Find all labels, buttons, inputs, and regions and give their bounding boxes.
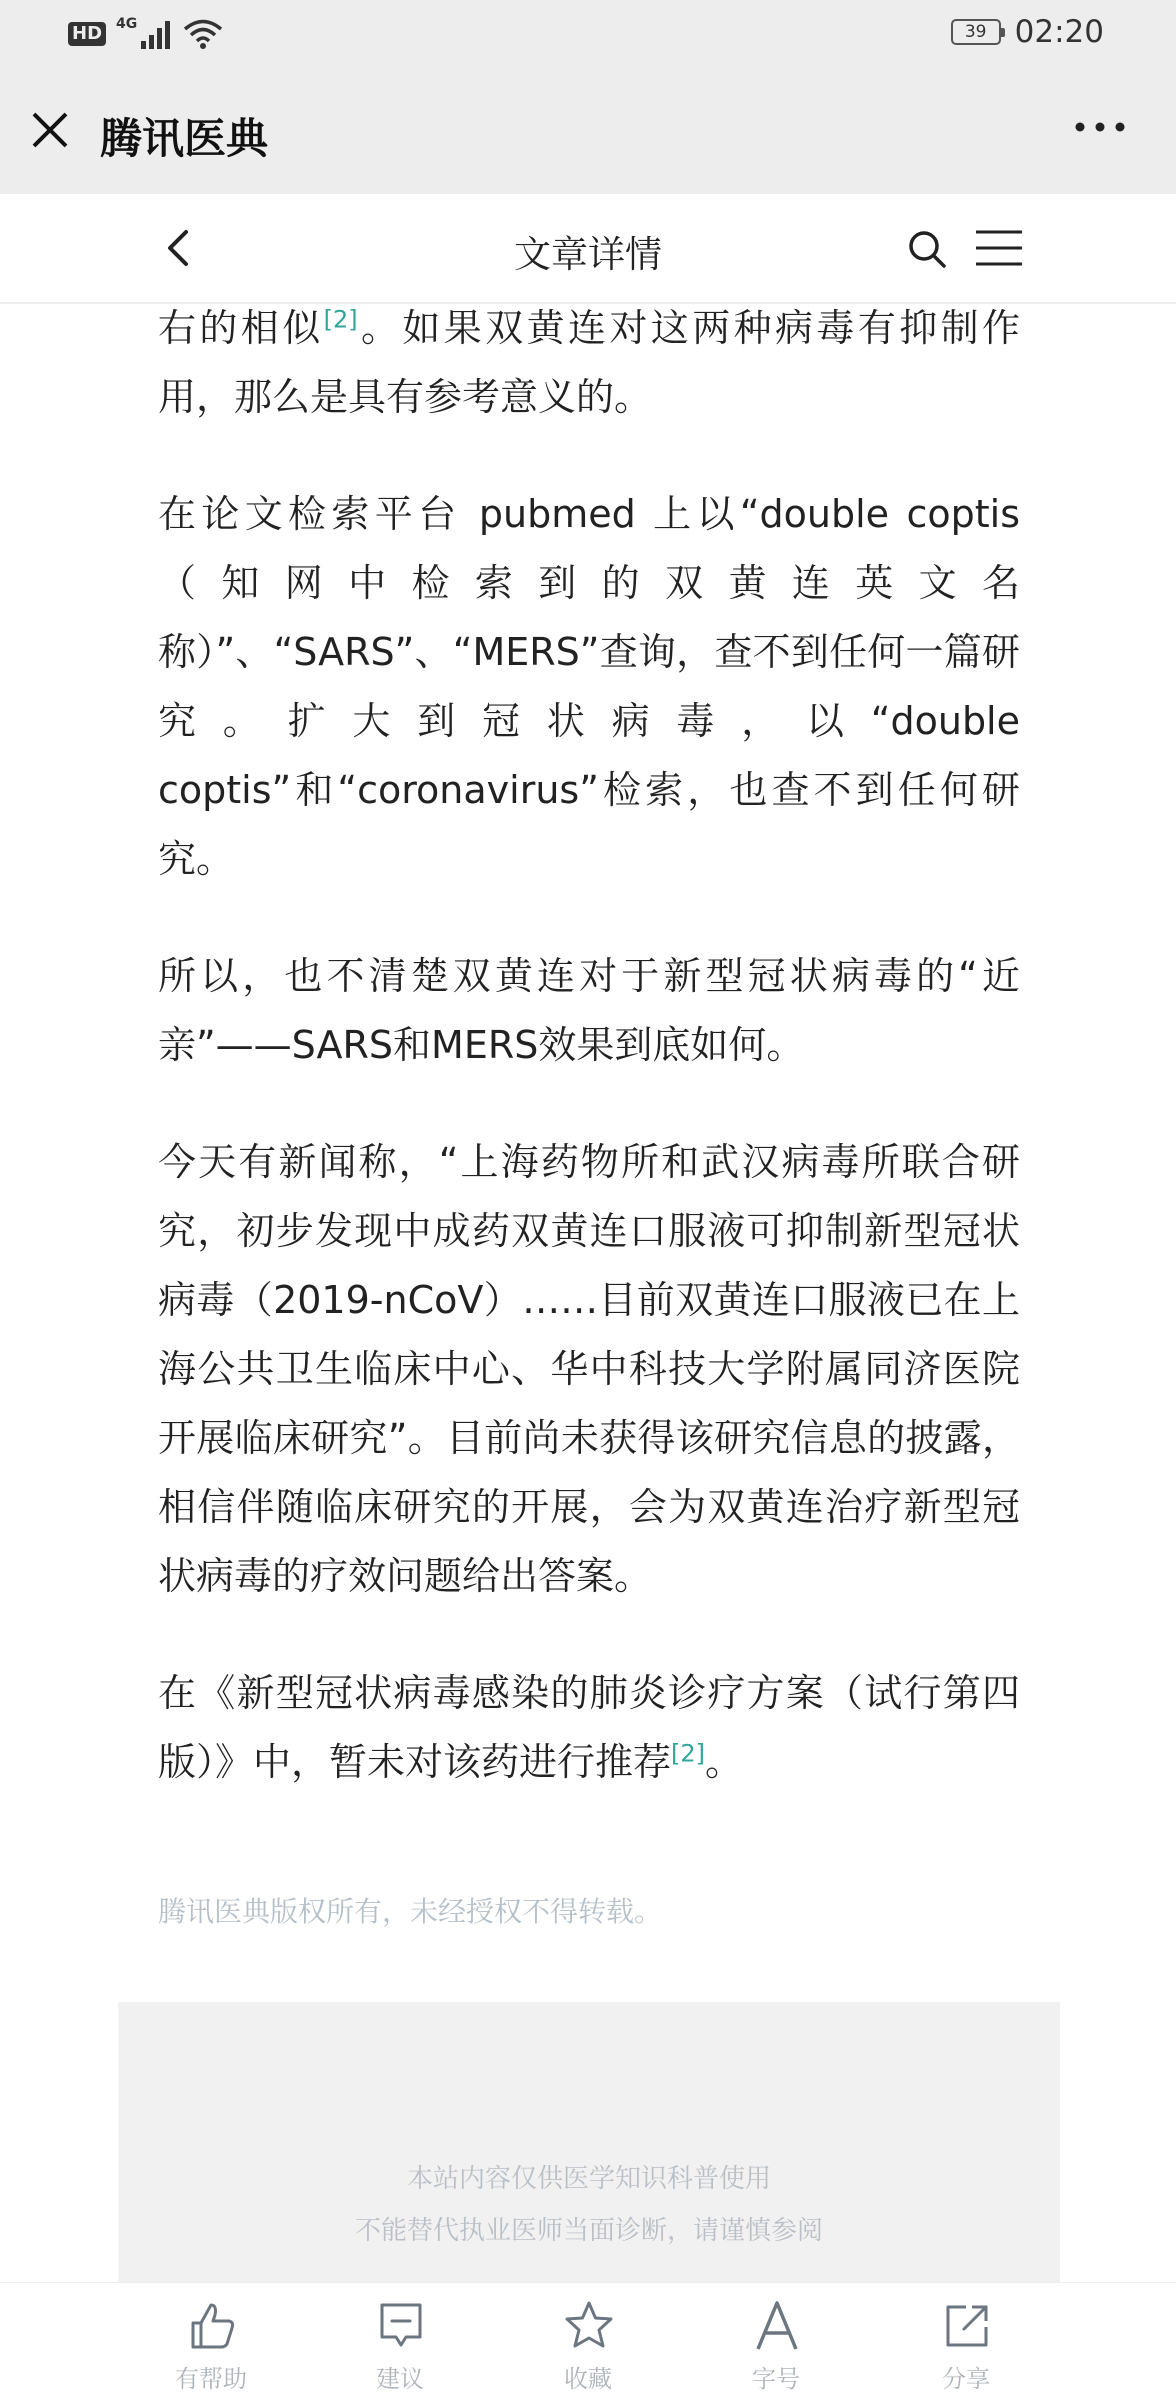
clock: 02:20 — [1014, 14, 1104, 50]
hd-badge: HD — [68, 22, 106, 46]
mini-program-header — [0, 72, 1176, 194]
article-paragraph-2: 在论文检索平台 pubmed 上以“double coptis（知网中检索到的双黄连英文名称）”、“SARS”、“MERS”查询，查不到任何一篇研究。扩大到冠状病毒，以“double coptis”和“coronavirus”检索，也查不到任何研究。 — [158, 492, 1020, 881]
paragraph-text: 在《新型冠状病毒感染的肺炎诊疗方案（试行第四版）》中，暂未对该药进行推荐 — [158, 1671, 1020, 1784]
article-paragraph-1 — [158, 294, 1020, 432]
disclaimer-box — [118, 2002, 1060, 2282]
article-paragraph-4: 今天有新闻称，“上海药物所和武汉病毒所联合研究，初步发现中成药双黄连口服液可抑制新型冠状病毒（2019-nCoV）……目前双黄连口服液已在上海公共卫生临床中心、华中科技大学附属同济医院开展临床研究”。目前尚未获得该研究信息的披露，相信伴随临床研究的开展，会为双黄连治疗新型冠状病毒的疗效问题给出答案。 — [158, 1140, 1020, 1598]
favorite-label: 收藏 — [564, 2365, 612, 2393]
favorite-button[interactable] — [508, 2283, 668, 2401]
article-body — [158, 294, 1020, 1845]
disclaimer-line-1: 本站内容仅供医学知识科普使用 — [406, 2164, 771, 2194]
font-size-button[interactable] — [696, 2283, 856, 2401]
font-size-label: 字号 — [752, 2365, 800, 2393]
feedback-icon — [374, 2299, 428, 2353]
mini-program-title: 腾讯医典 — [100, 114, 269, 163]
more-options-icon[interactable] — [1072, 112, 1128, 142]
font-size-icon — [750, 2299, 804, 2353]
wifi-icon — [183, 18, 223, 50]
article-paragraph-5 — [158, 1659, 1020, 1797]
star-icon — [562, 2299, 616, 2353]
paragraph-text: 。 — [705, 1740, 744, 1784]
article-nav-bar — [0, 194, 1176, 304]
signal-icon — [139, 19, 173, 49]
share-icon — [940, 2299, 994, 2353]
reference-link[interactable]: [2] — [671, 1739, 706, 1768]
thumbs-up-icon — [185, 2299, 239, 2353]
disclaimer-line-2: 不能替代执业医师当面诊断，请谨慎参阅 — [354, 2216, 823, 2246]
paragraph-text: 。如果双黄连对这两种病毒有抑制作用，那么是具有参考意义的。 — [158, 306, 1020, 419]
search-icon[interactable] — [906, 228, 948, 270]
menu-icon[interactable] — [974, 226, 1024, 270]
bottom-toolbar — [0, 2282, 1176, 2401]
share-label: 分享 — [942, 2365, 990, 2393]
article-paragraph-3: 所以，也不清楚双黄连对于新型冠状病毒的“近亲”——SARS和MERS效果到底如何。 — [158, 954, 1020, 1067]
copyright-notice: 腾讯医典版权所有，未经授权不得转载。 — [158, 1895, 663, 1928]
page-title: 文章详情 — [514, 233, 662, 276]
status-left — [68, 18, 223, 50]
status-bar — [0, 0, 1176, 72]
status-right — [951, 14, 1104, 50]
helpful-button[interactable] — [131, 2283, 291, 2401]
close-icon[interactable] — [28, 108, 72, 152]
battery-level: 39 — [964, 22, 987, 42]
feedback-button[interactable] — [320, 2283, 480, 2401]
network-type: 4G — [116, 16, 138, 32]
reference-link[interactable]: [2] — [323, 305, 358, 334]
feedback-label: 建议 — [376, 2365, 424, 2393]
paragraph-text: 右的相似 — [158, 306, 324, 350]
helpful-label: 有帮助 — [175, 2365, 247, 2393]
battery-icon — [951, 19, 1001, 45]
share-button[interactable] — [886, 2283, 1046, 2401]
